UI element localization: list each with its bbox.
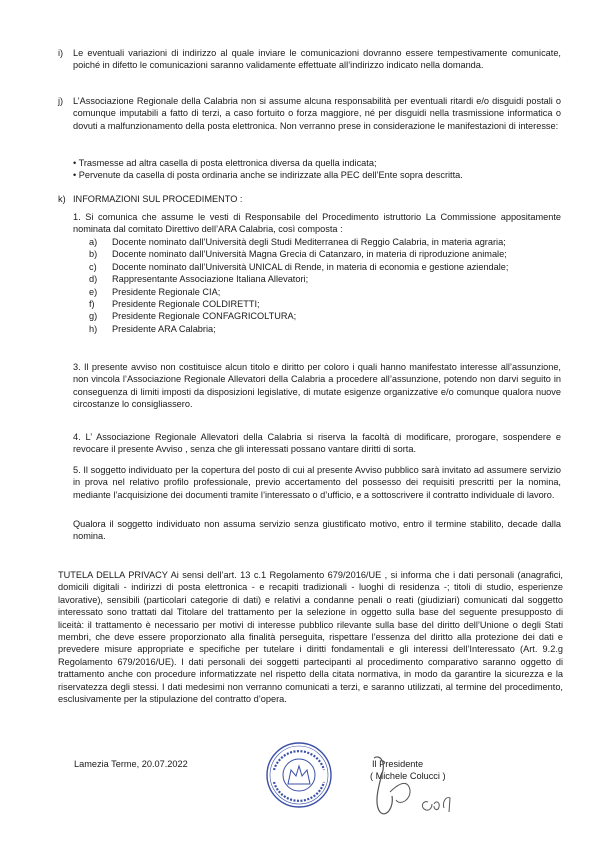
paragraph-5: 5. Il soggetto individuato per la copertura del posto di cui al presente Avviso pubblico sarà invitato ad assumere servizio in prova nel relativo profilo professionale, previo accertamento del possesso dei requisiti prescritti per la nomina, mediante l’acquisizione dei documenti tramite l’interessato o d’ufficio, e a sottoscrivere il contratto individuale di lavoro.	[73, 465, 561, 500]
privacy-notice: TUTELA DELLA PRIVACY Ai sensi dell’art. 13 c.1 Regolamento 679/2016/UE , si informa che i dati personali (anagrafici, domicili digitali - indirizzi di posta elettronica - e recapiti tradizionali - luoghi di residenza -; titoli di studio, esperienze lavorative), sensibili (particolari categorie di dati) e relativi a condanne penali o reati (giudiziari) comunicati dal soggetto interessato sono trattati dal Titolare del trattamento per la selezione in oggetto sulla base del seguente presupposto di liceità: il trattamento è necessario per motivi di interesse pubblico rilevante sulla base del diritto dell’Unione o degli Stati membri, che deve essere proporzionato alla finalità perseguita, rispettare l’essenza del diritto alla protezione dei dati e prevedere misure appropriate e specifiche per tutelare i diritti fondamentali e gli interessi dell’Interessato (Art. 9.2.g Regolamento 679/2016/UE). I dati personali dei soggetti partecipanti al procedimento comparativo saranno oggetto di trattamento anche con procedure informatizzate nel rispetto della citata normativa, in modo da garantire la sicurezza e la riservatezza degli stessi. I dati medesimi non verranno comunicati a terzi, e saranno utilizzati, al termine del procedimento, esclusivamente per la stipulazione del contratto d’opera.	[58, 570, 563, 705]
association-seal-icon	[264, 740, 334, 810]
list-item-text: Presidente Regionale CONFAGRICOLTURA;	[112, 311, 297, 322]
list-item-letter: a)	[89, 237, 98, 247]
list-item-text: Rappresentante Associazione Italiana Allevatori;	[112, 274, 309, 285]
item-i-label: i)	[58, 48, 64, 58]
list-item	[89, 273, 559, 285]
list-item-text: Docente nominato dall’Università degli Studi Mediterranea di Reggio Calabria, in materia agraria;	[112, 237, 506, 247]
item-j-bullet-2: • Pervenute da casella di posta ordinaria anche se indirizzate alla PEC dell’Ente sopra descritta.	[73, 170, 463, 180]
list-item-letter: f)	[89, 299, 95, 310]
handwritten-signature-icon	[370, 752, 460, 822]
list-item-text: Docente nominato dall’Università UNICAL di Rende, in materia di economia e gestione aziendale;	[112, 261, 509, 272]
paragraph-5-continued: Qualora il soggetto individuato non assuma servizio senza giustificato motivo, entro il termine stabilito, decade dalla nomina.	[73, 519, 561, 542]
list-item	[89, 286, 559, 298]
item-j-text: L’Associazione Regionale della Calabria non si assume alcuna responsabilità per eventuali ritardi e/o disguidi postali o comunque imputabili a fatto di terzi, a caso fortuito o forza maggiore, né per disguidi nella trasmissione informatica o dovuti a malfunzionamento della posta elettronica. Non verranno prese in considerazione le manifestazioni di interesse:	[73, 96, 561, 131]
list-item	[89, 236, 559, 248]
commission-members-list	[89, 236, 559, 335]
list-item	[89, 323, 559, 335]
place-date: Lamezia Terme, 20.07.2022	[74, 759, 188, 769]
list-item	[89, 261, 559, 273]
list-item-letter: e)	[89, 286, 98, 297]
list-item-letter: b)	[89, 249, 98, 260]
list-item	[89, 298, 559, 310]
section-heading-procedimento: INFORMAZIONI SUL PROCEDIMENTO :	[73, 194, 243, 204]
list-item-letter: h)	[89, 323, 98, 334]
list-item-letter: g)	[89, 311, 98, 322]
list-item-text: Presidente ARA Calabria;	[112, 323, 216, 334]
paragraph-4: 4. L’ Associazione Regionale Allevatori della Calabria si riserva la facoltà di modificare, prorogare, sospendere e revocare il presente Avviso , senza che gli interessati possano vantare diritti di sorta.	[73, 432, 561, 455]
item-k-label: k)	[58, 194, 66, 204]
item-i-text: Le eventuali variazioni di indirizzo al quale inviare le comunicazioni dovranno essere tempestivamente comunicate, poiché in difetto le comunicazioni saranno validamente effettuate all’indirizzo indicato nella domanda.	[73, 48, 561, 71]
list-item-text: Presidente Regionale COLDIRETTI;	[112, 299, 260, 310]
list-item	[89, 310, 559, 322]
item-j-bullet-1: • Trasmesse ad altra casella di posta elettronica diversa da quella indicata;	[73, 158, 377, 168]
list-item	[89, 248, 559, 260]
list-item-letter: c)	[89, 261, 97, 272]
list-item-letter: d)	[89, 274, 98, 285]
paragraph-1-commissione: 1. Si comunica che assume le vesti di Responsabile del Procedimento istruttorio La Commissione appositamente nominata dal comitato Direttivo dell’ARA Calabria, così composta :	[73, 212, 561, 235]
item-j-label: j)	[58, 96, 64, 106]
list-item-text: Presidente Regionale CIA;	[112, 286, 221, 297]
signer-name: ( Michele Colucci )	[370, 771, 446, 781]
signer-title: Il Presidente	[372, 759, 424, 769]
paragraph-3: 3. Il presente avviso non costituisce alcun titolo e diritto per coloro i quali hanno manifestato interesse all’assunzione, non vincola l’Associazione Regionale Allevatori della Calabria a procedere all’assunzione, potendo non darvi seguito in conseguenza di limiti imposti da disposizioni legislative, di mutate esigenze organizzative e/o comunque qualora nuove circostanze lo consigliassero.	[73, 362, 561, 410]
list-item-text: Docente nominato dall’Università Magna Grecia di Catanzaro, in materia di riproduzione animale;	[112, 249, 507, 260]
